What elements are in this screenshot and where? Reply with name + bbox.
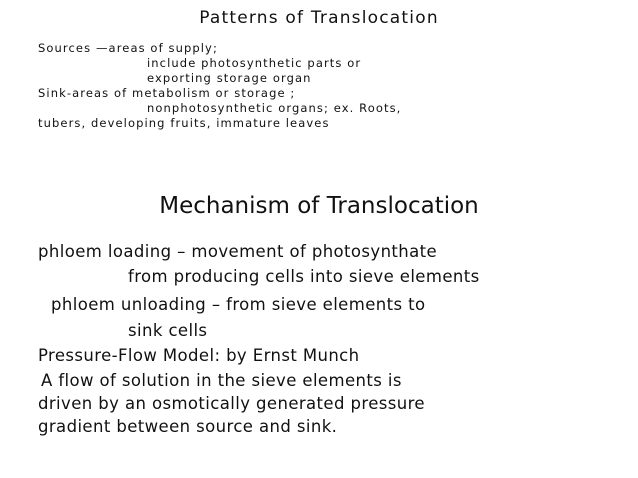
sources-line-cont-1: include photosynthetic parts or xyxy=(147,56,362,70)
pressure-flow-line: Pressure-Flow Model: by Ernst Munch xyxy=(38,346,360,365)
sources-line-cont-2: exporting storage organ xyxy=(147,71,312,85)
phloem-loading-line: phloem loading – movement of photosynthate xyxy=(38,242,438,261)
phloem-unloading-cont: sink cells xyxy=(128,321,208,340)
flow-description-line-3: gradient between source and sink. xyxy=(38,417,338,436)
patterns-title: Patterns of Translocation xyxy=(199,8,439,28)
sink-line-cont-1: nonphotosynthetic organs; ex. Roots, xyxy=(147,101,402,115)
mechanism-title: Mechanism of Translocation xyxy=(159,193,479,219)
phloem-unloading-line: phloem unloading – from sieve elements to xyxy=(51,295,426,314)
phloem-loading-cont: from producing cells into sieve elements xyxy=(128,267,480,286)
flow-description-line-1: A flow of solution in the sieve elements is xyxy=(41,371,402,390)
sink-line: Sink-areas of metabolism or storage ; xyxy=(38,86,296,100)
flow-description-line-2: driven by an osmotically generated pressure xyxy=(38,394,425,413)
sink-line-cont-2: tubers, developing fruits, immature leaves xyxy=(38,116,330,130)
sources-line: Sources —areas of supply; xyxy=(38,41,218,55)
